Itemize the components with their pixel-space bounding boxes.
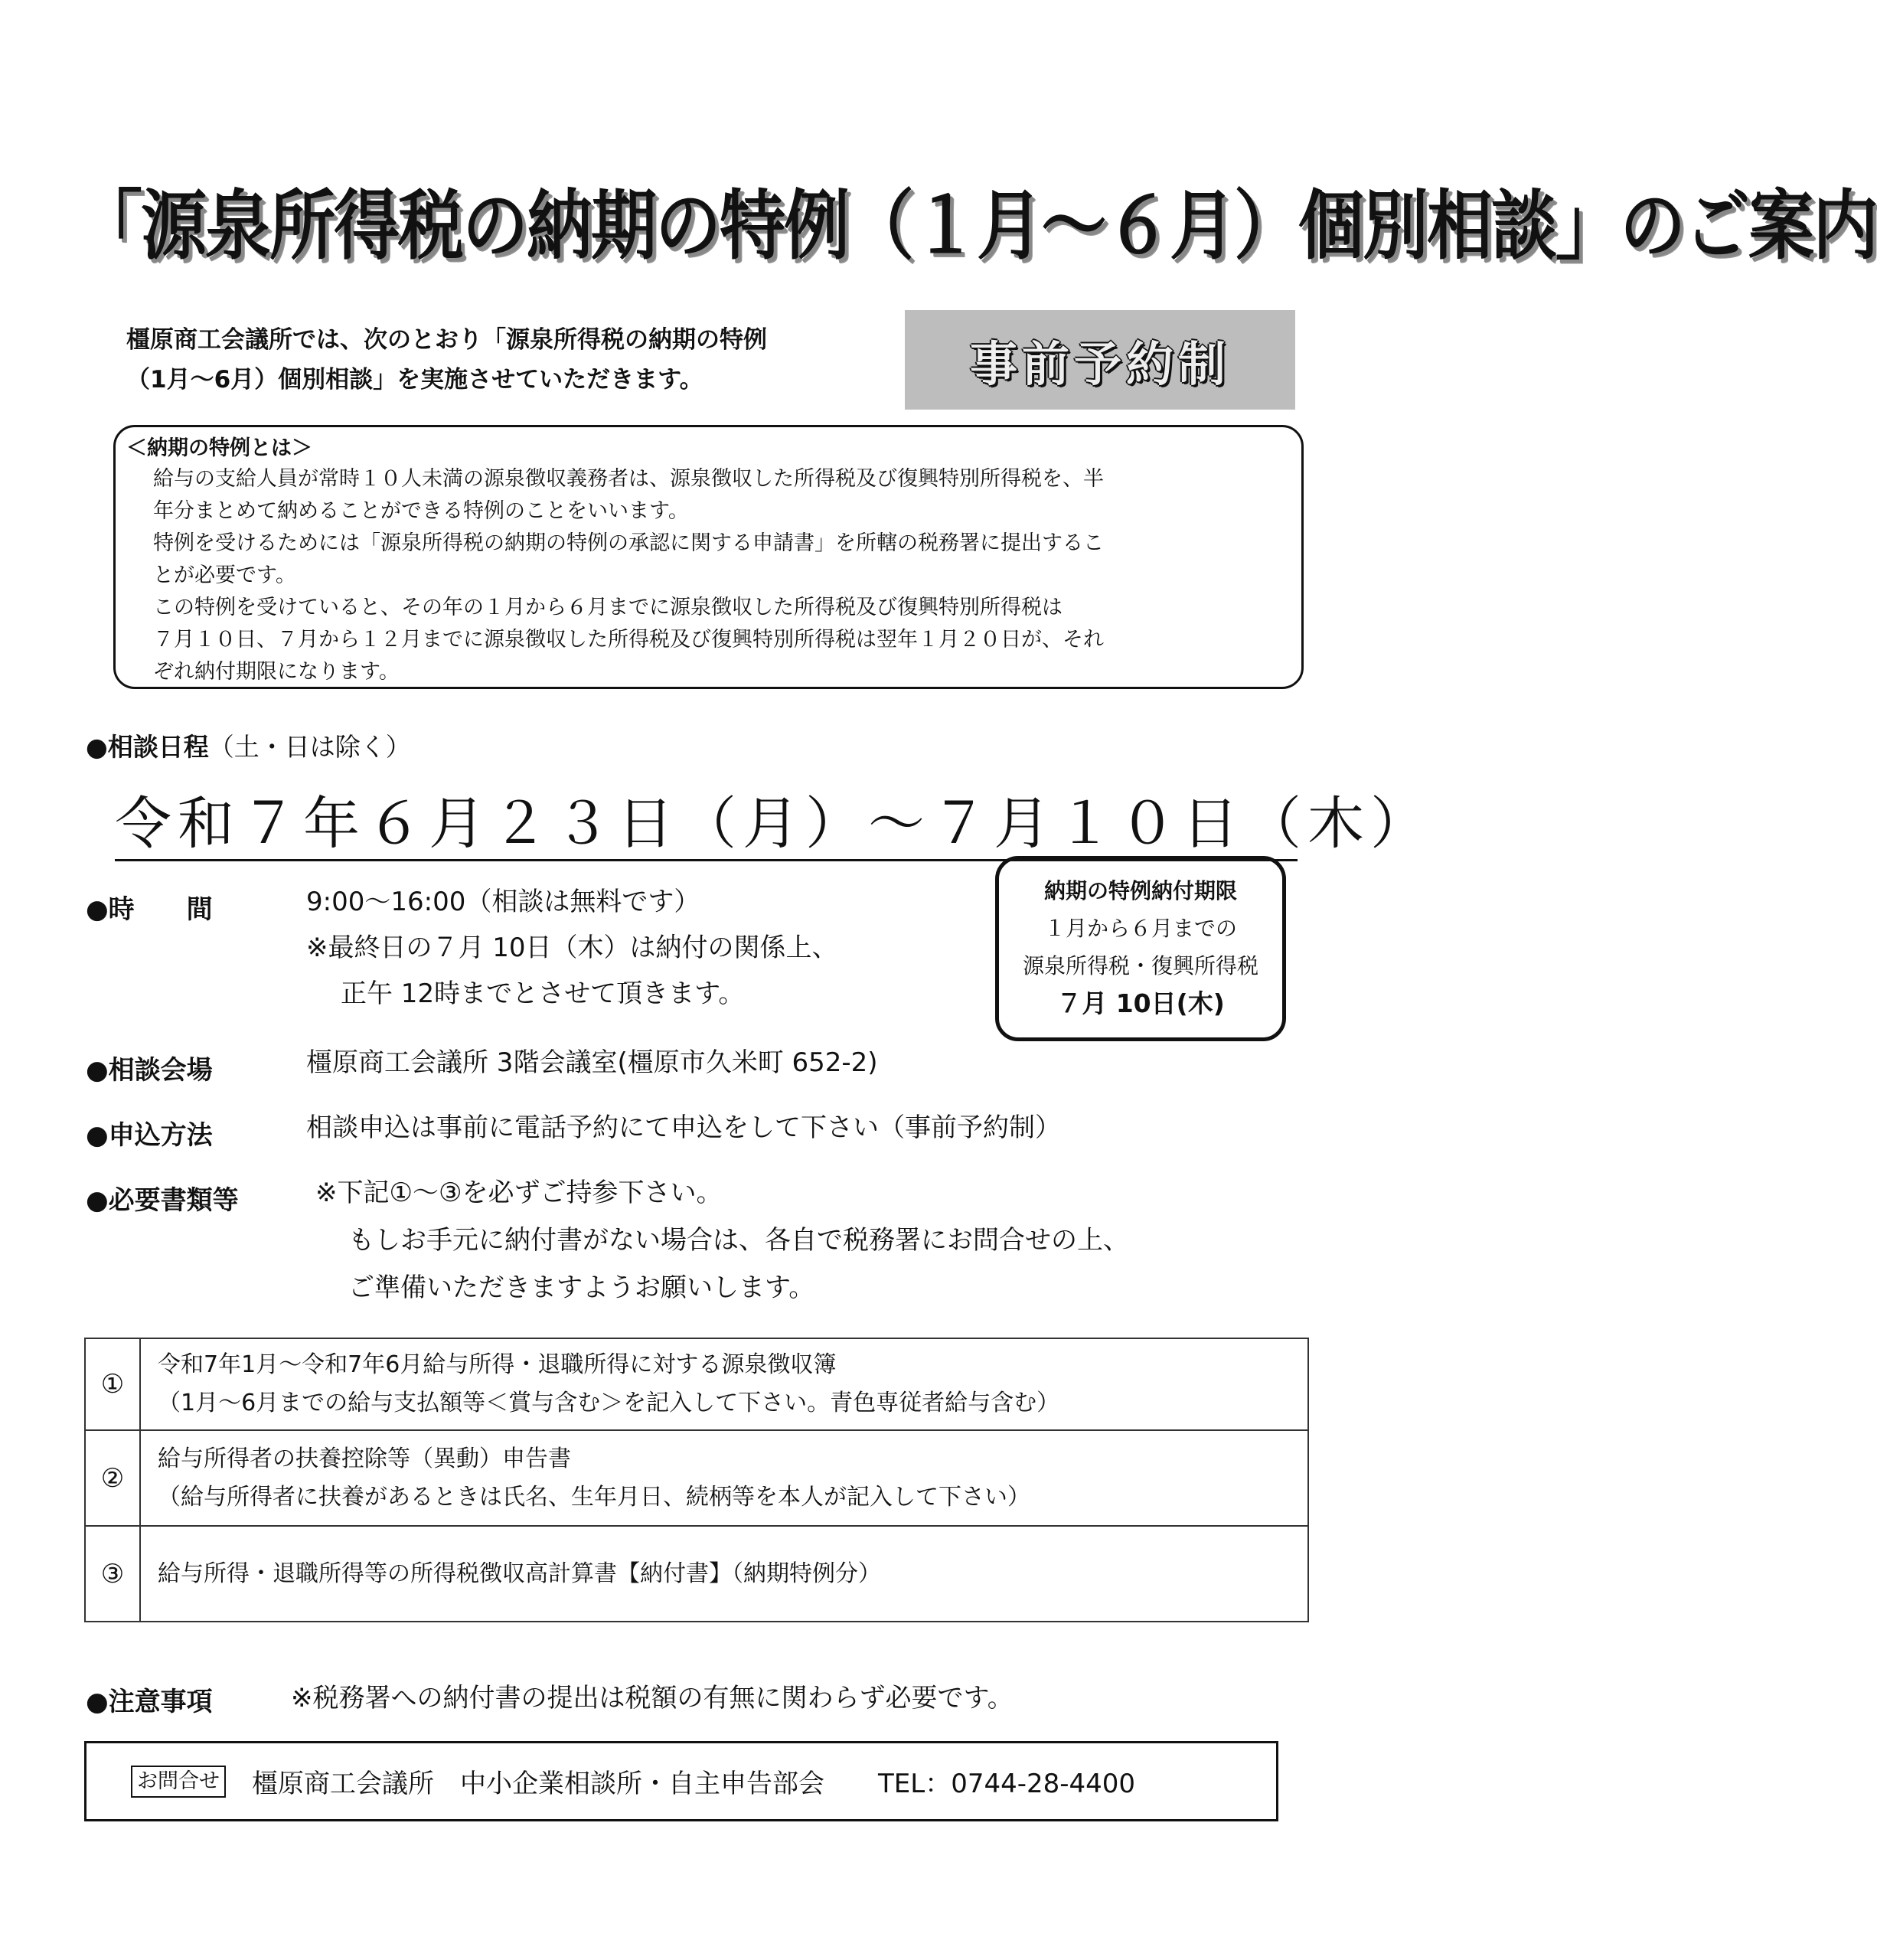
documents-note-3: ご準備いただきますようお願いします。 bbox=[348, 1272, 815, 1303]
apply-label: ●申込方法 bbox=[86, 1120, 213, 1151]
reservation-badge-label: 事前予約制 bbox=[969, 335, 1230, 392]
definition-heading: ＜納期の特例とは＞ bbox=[126, 436, 312, 460]
row-line-2: （給与所得者に扶養があるときは氏名、生年月日、続柄等を本人が記入して下さい） bbox=[158, 1483, 1030, 1511]
row-text bbox=[140, 1430, 1308, 1526]
deadline-title: 納期の特例納付期限 bbox=[1043, 878, 1237, 903]
row-number: ② bbox=[85, 1430, 140, 1526]
contact-box bbox=[84, 1741, 1278, 1821]
documents-label: ●必要書類等 bbox=[86, 1185, 239, 1216]
definition-line: とが必要です。 bbox=[153, 564, 296, 587]
documents-note-1: ※下記①～③を必ずご持参下さい。 bbox=[315, 1178, 723, 1208]
deadline-line-1: １月から６月までの bbox=[1043, 916, 1237, 941]
deadline-box bbox=[995, 856, 1286, 1041]
intro-line-1: 橿原商工会議所では、次のとおり「源泉所得税の納期の特例 bbox=[126, 326, 767, 354]
row-text bbox=[140, 1338, 1308, 1430]
notice-value: ※税務署への納付書の提出は税額の有無に関わらず必要です。 bbox=[291, 1683, 1014, 1713]
row-number: ③ bbox=[85, 1526, 140, 1622]
intro-line-2: （1月～6月）個別相談」を実施させていただきます。 bbox=[126, 366, 703, 394]
row-line-1: 令和7年1月～令和7年6月給与所得・退職所得に対する源泉徴収簿 bbox=[158, 1351, 837, 1378]
row-number: ① bbox=[85, 1338, 140, 1430]
row-line-2: （1月～6月までの給与支払額等＜賞与含む＞を記入して下さい。青色専従者給与含む） bbox=[158, 1390, 1060, 1416]
definition-line: 特例を受けるためには「源泉所得税の納期の特例の承認に関する申請書」を所轄の税務署に提出するこ bbox=[153, 531, 1104, 555]
time-label: ●時 間 bbox=[86, 894, 213, 925]
table-row bbox=[85, 1430, 1308, 1526]
reservation-badge bbox=[905, 310, 1295, 410]
row-line-1: 給与所得・退職所得等の所得税徴収高計算書【納付書】（納期特例分） bbox=[158, 1560, 881, 1587]
schedule-heading bbox=[86, 727, 411, 763]
table-row bbox=[85, 1526, 1308, 1622]
definition-line: 給与の支給人員が常時１０人未満の源泉徴収義務者は、源泉徴収した所得税及び復興特別所得税を、半 bbox=[153, 467, 1104, 491]
schedule-note: （土・日は除く） bbox=[208, 732, 411, 762]
deadline-line-2: 源泉所得税・復興所得税 bbox=[1022, 953, 1258, 978]
row-text bbox=[140, 1526, 1308, 1622]
intro-text bbox=[126, 320, 892, 400]
notice-label: ●注意事項 bbox=[86, 1687, 213, 1717]
apply-value: 相談申込は事前に電話予約にて申込をして下さい（事前予約制） bbox=[306, 1112, 1061, 1143]
definition-line: ７月１０日、７月から１２月までに源泉徴収した所得税及び復興特別所得税は翌年１月２０日が、それ bbox=[153, 628, 1104, 652]
time-note-1: ※最終日の７月 10日（木）は納付の関係上、 bbox=[306, 933, 838, 963]
time-value: 9:00～16:00（相談は無料です） bbox=[306, 887, 700, 917]
definition-body bbox=[153, 463, 1278, 688]
table-row bbox=[85, 1338, 1308, 1430]
definition-line: 年分まとめて納めることができる特例のことをいいます。 bbox=[153, 499, 689, 523]
schedule-date: 令和７年６月２３日（月）～７月１０日（木） bbox=[115, 789, 1298, 861]
row-line-1: 給与所得者の扶養控除等（異動）申告書 bbox=[158, 1445, 571, 1472]
contact-tag: お問合せ bbox=[131, 1766, 226, 1798]
schedule-label: ●相談日程 bbox=[86, 732, 209, 762]
venue-value: 橿原商工会議所 3階会議室(橿原市久米町 652-2) bbox=[306, 1047, 878, 1078]
time-note-2: 正午 12時までとさせて頂きます。 bbox=[341, 978, 745, 1009]
deadline-date: ７月 10日(木) bbox=[1056, 988, 1225, 1018]
contact-org: 橿原商工会議所 中小企業相談所・自主申告部会 bbox=[252, 1769, 824, 1799]
page-title: 「源泉所得税の納期の特例（１月～６月）個別相談」のご案内 bbox=[77, 182, 1877, 270]
documents-table bbox=[84, 1338, 1309, 1622]
contact-tel[interactable]: TEL：0744-28-4400 bbox=[878, 1769, 1136, 1799]
definition-line: ぞれ納付期限になります。 bbox=[153, 660, 400, 684]
definition-line: この特例を受けていると、その年の１月から６月までに源泉徴収した所得税及び復興特別所得税は bbox=[153, 596, 1063, 619]
documents-note-2: もしお手元に納付書がない場合は、各自で税務署にお問合せの上、 bbox=[348, 1225, 1129, 1256]
venue-label: ●相談会場 bbox=[86, 1055, 213, 1086]
